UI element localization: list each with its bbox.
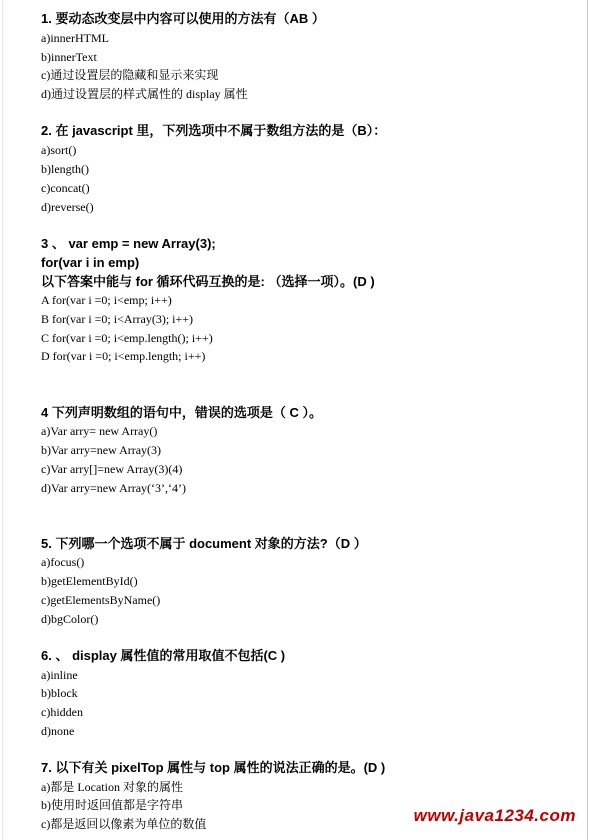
question-2-option-b: b)length() bbox=[41, 162, 89, 176]
question-3-option-c: C for(var i =0; i<emp.length(); i++) bbox=[41, 331, 213, 345]
question-2-option-d: d)reverse() bbox=[41, 200, 94, 214]
question-2-option-a: a)sort() bbox=[41, 143, 77, 157]
question-6-option-c: c)hidden bbox=[41, 705, 83, 719]
question-6-option-d: d)none bbox=[41, 724, 75, 738]
question-3-title: 3 、 var emp = new Array(3); bbox=[41, 236, 216, 251]
page-border-right bbox=[587, 0, 588, 840]
question-5-option-b: b)getElementById() bbox=[41, 574, 138, 588]
watermark: www.java1234.com bbox=[413, 806, 576, 825]
question-6-option-b: b)block bbox=[41, 686, 78, 700]
question-3-option-b: B for(var i =0; i<Array(3); i++) bbox=[41, 312, 194, 326]
question-5-option-a: a)focus() bbox=[41, 555, 85, 569]
question-3-option-a: A for(var i =0; i<emp; i++) bbox=[41, 293, 172, 307]
question-4-title: 4 下列声明数组的语句中，错误的选项是（ C ）。 bbox=[41, 405, 322, 420]
question-6-option-a: a)inline bbox=[41, 668, 78, 682]
question-7-title: 7. 以下有关 pixelTop 属性与 top 属性的说法正确的是。(D ) bbox=[41, 760, 386, 775]
question-7-option-b: b)使用时返回值都是字符串 bbox=[41, 798, 183, 812]
question-4-option-b: b)Var arry=new Array(3) bbox=[41, 443, 162, 457]
question-5-title: 5. 下列哪一个选项不属于 document 对象的方法?（D ） bbox=[41, 536, 367, 551]
question-7-option-c: c)都是返回以像素为单位的数值 bbox=[41, 817, 207, 831]
question-3-option-d: D for(var i =0; i<emp.length; i++) bbox=[41, 349, 206, 363]
question-5-option-c: c)getElementsByName() bbox=[41, 593, 161, 607]
question-4-option-d: d)Var arry=new Array(‘3’,‘4’) bbox=[41, 481, 187, 495]
question-6-title: 6. 、 display 属性值的常用取值不包括(C ) bbox=[41, 648, 286, 663]
question-1-option-d: d)通过设置层的样式属性的 display 属性 bbox=[41, 87, 248, 101]
question-1-option-a: a)innerHTML bbox=[41, 31, 109, 45]
question-3-prompt: 以下答案中能与 for 循环代码互换的是: （选择一项）。(D ) bbox=[41, 274, 375, 289]
question-2-title: 2. 在 javascript 里，下列选项中不属于数组方法的是（B）： bbox=[41, 123, 387, 138]
question-2-option-c: c)concat() bbox=[41, 181, 90, 195]
page-border-left bbox=[2, 0, 3, 840]
question-7-option-a: a)都是 Location 对象的属性 bbox=[41, 780, 183, 794]
question-1-title: 1. 要动态改变层中内容可以使用的方法有（AB ） bbox=[41, 11, 325, 26]
question-4-option-c: c)Var arry[]=new Array(3)(4) bbox=[41, 462, 183, 476]
question-1-option-b: b)innerText bbox=[41, 50, 97, 64]
question-4-option-a: a)Var arry= new Array() bbox=[41, 424, 158, 438]
question-1-option-c: c)通过设置层的隐藏和显示来实现 bbox=[41, 68, 219, 82]
question-5-option-d: d)bgColor() bbox=[41, 612, 99, 626]
question-3-code-line: for(var i in emp) bbox=[41, 255, 140, 270]
